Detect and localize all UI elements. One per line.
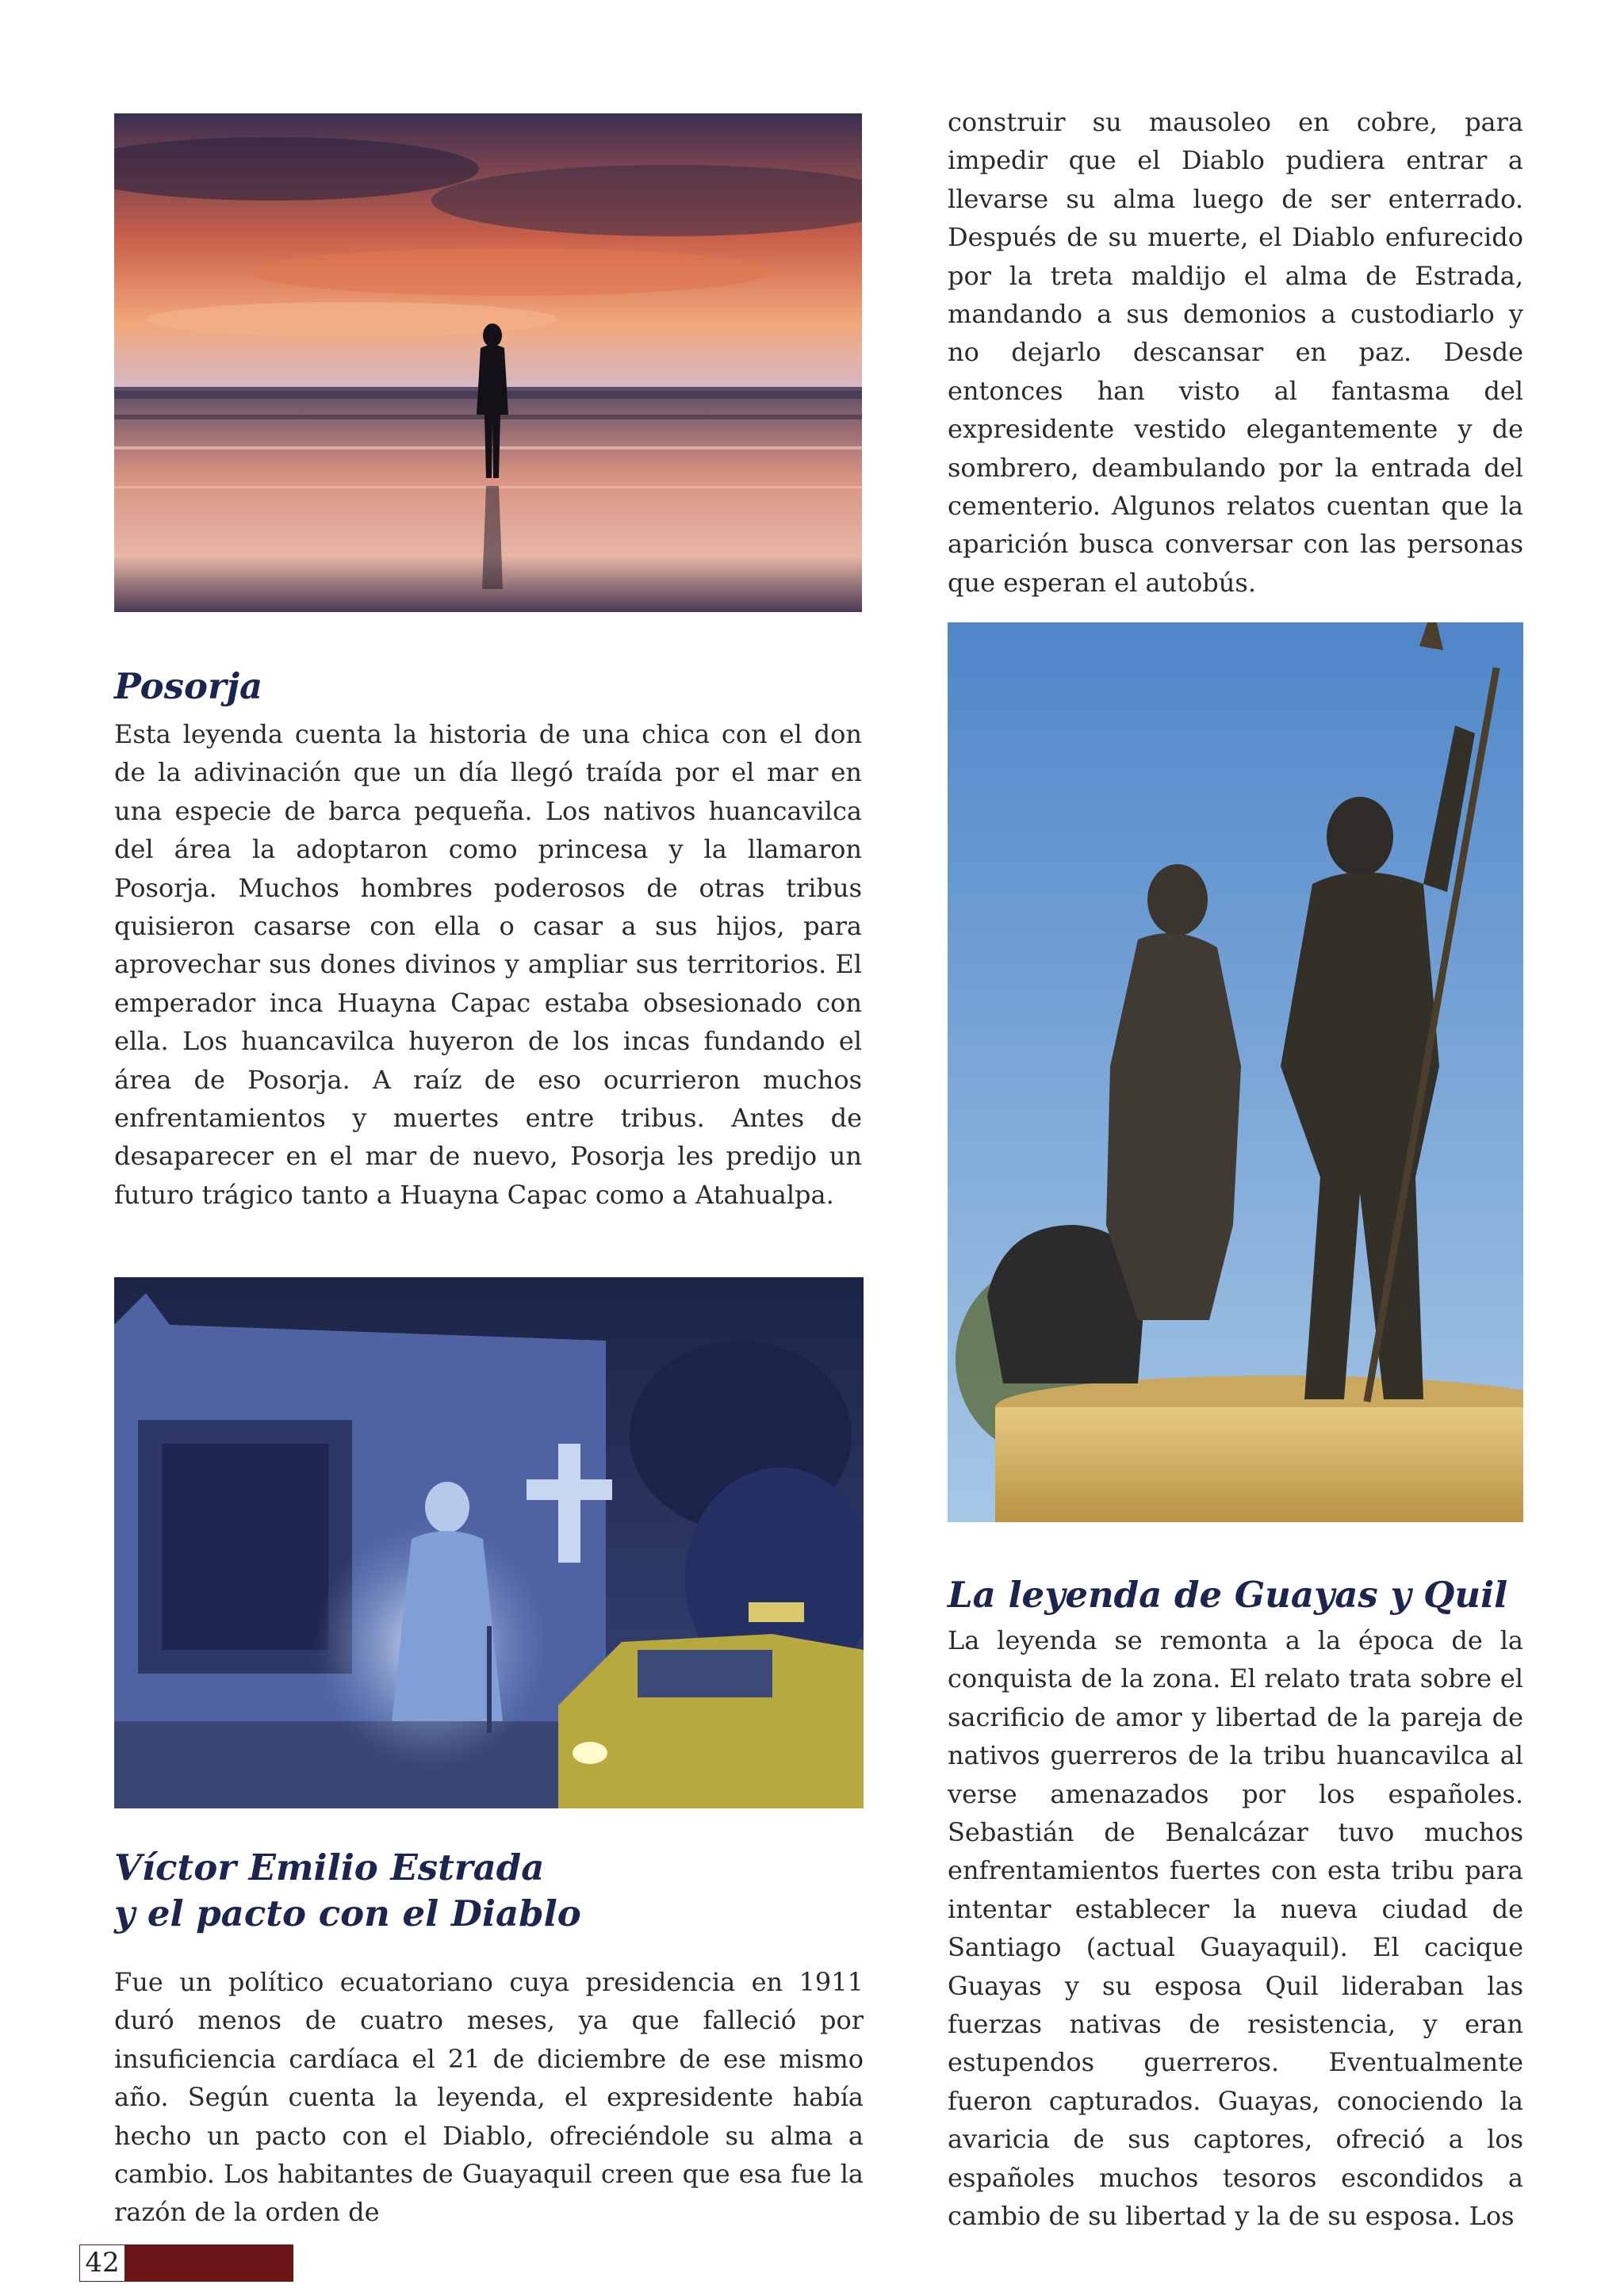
estrada-title	[114, 1845, 581, 1937]
estrada-continuation-text: construir su mausoleo en cobre, para impedir que el Diablo pudiera entrar a llevarse su alma luego de ser enterrado. Después de su muerte, el Diablo enfurecido por la treta maldijo el alma de Estrada, mandando a sus demonios a custodiarlo y no dejarlo descansar en paz. Desde entonces han visto al fantasma del expresidente vestido elegantemente y de sombrero, deambulando por la entrada del cementerio. Algunos relatos cuentan que la aparición busca conversar con las personas que esperan el autobús.	[948, 107, 1523, 598]
posorja-title: Posorja	[114, 665, 263, 707]
page-accent-bar	[125, 2244, 293, 2282]
estrada-title-line2: y el pacto con el Diablo	[114, 1892, 581, 1934]
estrada-title-line1: Víctor Emilio Estrada	[114, 1846, 545, 1888]
beach-sunset-photo	[114, 113, 862, 612]
estrada-ghost-illustration	[114, 1277, 864, 1808]
posorja-text: Esta leyenda cuenta la historia de una chica con el don de la adivinación que un día llegó traída por el mar en una especie de barca pequeña. Los nativos huancavilca del área la adoptaron como princesa y la llamaron Posorja. Muchos hombres poderosos de otras tribus quisieron casarse con ella o casar a sus hijos, para aprovechar sus dones divinos y ampliar sus territorios. El emperador inca Huayna Capac estaba obsesionado con ella. Los huancavilca huyeron de los incas fundando el área de Posorja. A raíz de eso ocurrieron muchos enfrentamientos y muertes entre tribus. Antes de desaparecer en el mar de nuevo, Posorja les predijo un futuro trágico tanto a Huayna Capac como a Atahualpa.	[114, 719, 862, 1210]
page-number: 42	[79, 2244, 125, 2282]
guayas-quil-text: La leyenda se remonta a la época de la conquista de la zona. El relato trata sobre el sacrificio de amor y libertad de la pareja de nativos guerreros de la tribu huancavilca al verse amenazados por los españoles. Sebastián de Benalcázar tuvo muchos enfrentamientos fuertes con esta tribu para intentar establecer la nueva ciudad de Santiago (actual Guayaquil). El cacique Guayas y su esposa Quil lideraban las fuerzas nativas de resistencia, y eran estupendos guerreros. Eventualmente fueron capturados. Guayas, conociendo la avaricia de sus captores, ofreció a los españoles muchos tesoros escondidos a cambio de su libertad y la de su esposa. Los	[948, 1625, 1523, 2232]
page-footer	[79, 2244, 293, 2282]
estrada-text: Fue un político ecuatoriano cuya presidencia en 1911 duró menos de cuatro meses, ya que falleció por insuficiencia cardíaca el 21 de diciembre de ese mismo año. Según cuenta la leyenda, el expresidente había hecho un pacto con el Diablo, ofreciéndole su alma a cambio. Los habitantes de Guayaquil creen que esa fue la razón de la orden de	[114, 1967, 864, 2228]
guayas-quil-title: La leyenda de Guayas y Quil	[948, 1574, 1508, 1616]
guayas-quil-statue-photo	[948, 622, 1523, 1522]
